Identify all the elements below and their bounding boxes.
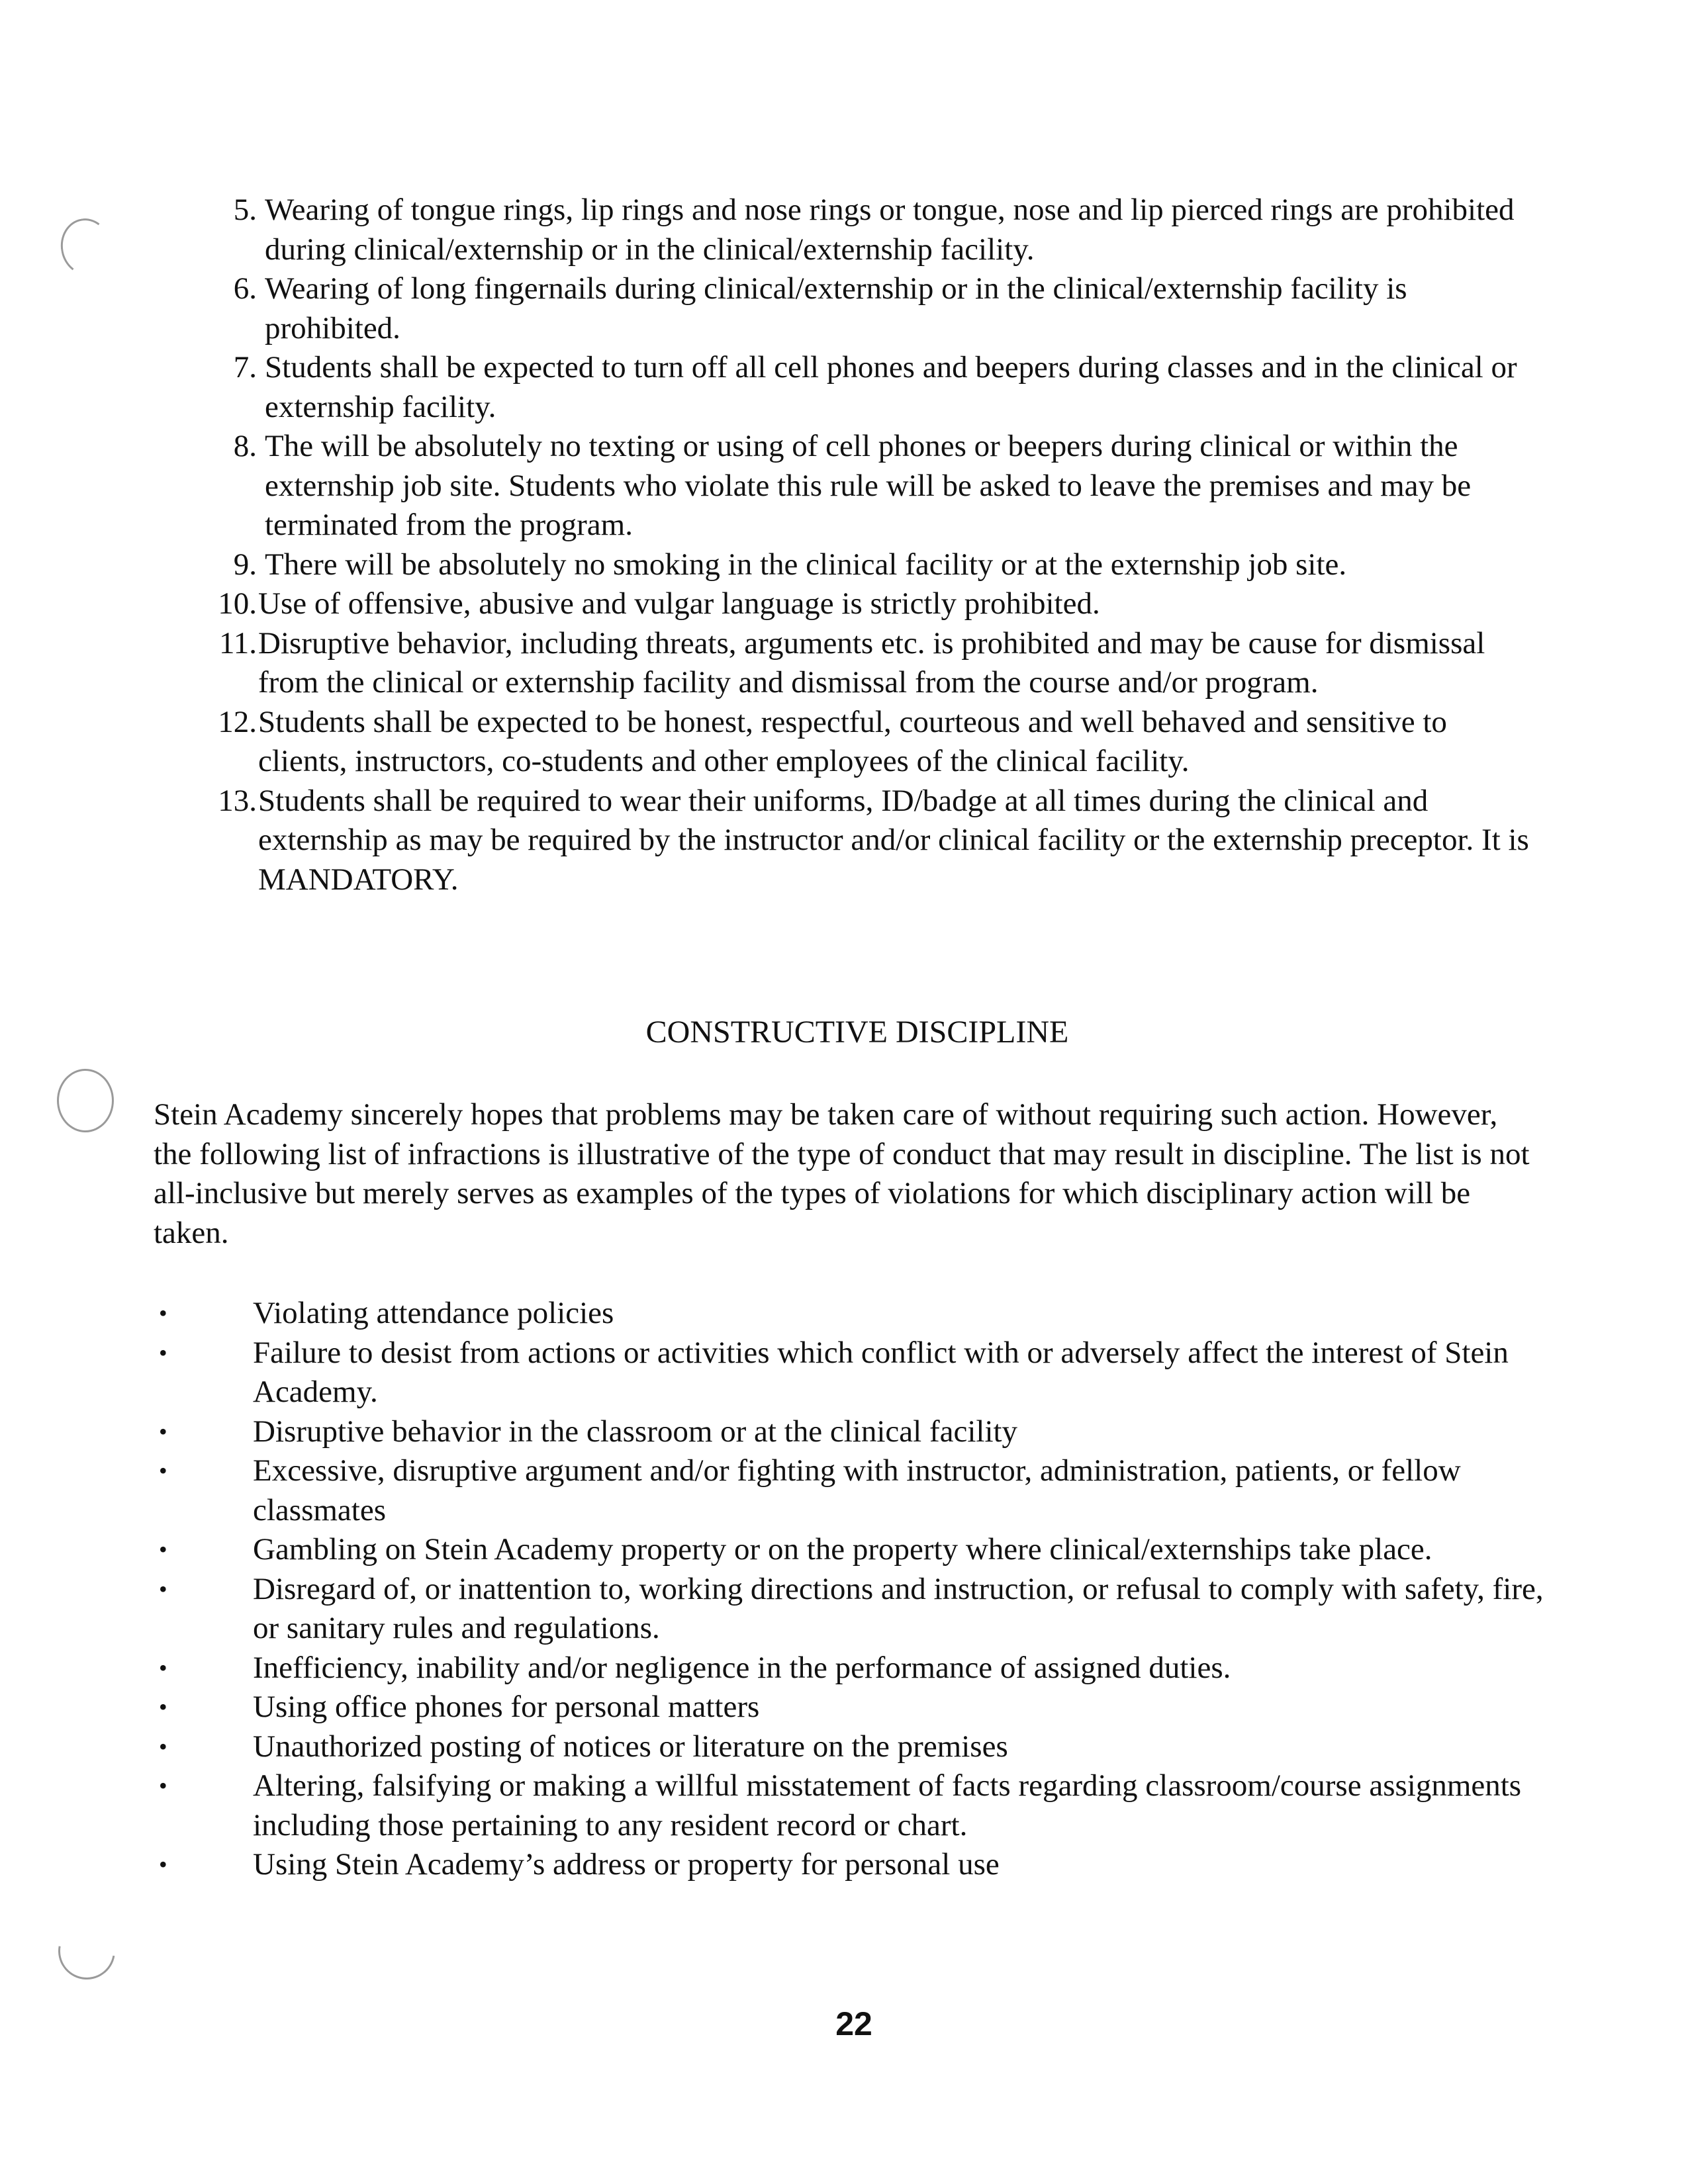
item-text: Disruptive behavior in the classroom or at the clinical facility [253, 1414, 1018, 1449]
item-text: Use of offensive, abusive and vulgar language is strictly prohibited. [258, 586, 1100, 621]
list-item [199, 584, 1542, 624]
list-item [154, 1530, 1544, 1570]
list-item [199, 624, 1542, 703]
item-text: Wearing of long fingernails during clinical/externship or in the clinical/externship facility is prohibited. [265, 271, 1407, 345]
binder-hole-mark [56, 214, 116, 279]
list-item [154, 1649, 1544, 1688]
bullet-icon: • [159, 1694, 167, 1720]
item-text: Disruptive behavior, including threats, arguments etc. is prohibited and may be cause for dismissal from the clinical or externship facility and dismissal from the course and/or program. [258, 625, 1485, 700]
bullet-icon: • [159, 1300, 167, 1326]
list-item [199, 545, 1542, 585]
item-text: Inefficiency, inability and/or negligence in the performance of assigned duties. [253, 1650, 1231, 1685]
bullet-icon: • [159, 1457, 167, 1484]
item-text: Violating attendance policies [253, 1296, 614, 1330]
list-item [154, 1688, 1544, 1727]
list-item [199, 427, 1542, 545]
item-text: Wearing of tongue rings, lip rings and nose rings or tongue, nose and lip pierced rings are prohibited during clinical/externship or in the clinical/externship facility. [265, 193, 1515, 267]
item-text: There will be absolutely no smoking in the clinical facility or at the externship job site. [265, 547, 1347, 582]
list-item [199, 703, 1542, 782]
item-number: 6. [233, 271, 257, 306]
numbered-rules-list [199, 191, 1542, 899]
list-item [154, 1766, 1544, 1845]
binder-hole-mark [57, 1069, 114, 1132]
list-item [154, 1570, 1544, 1649]
list-item [199, 191, 1542, 269]
list-item [154, 1412, 1544, 1452]
bullet-icon: • [159, 1418, 167, 1445]
item-number: 12. [218, 704, 257, 739]
item-text: The will be absolutely no texting or using of cell phones or beepers during clinical or within the externship job site. Students who violate this rule will be asked to leave the premises and may be terminated from the program. [265, 429, 1472, 542]
bullet-icon: • [159, 1575, 167, 1602]
item-number: 11. [218, 625, 257, 660]
binder-hole-mark [47, 1911, 126, 1991]
item-text: Failure to desist from actions or activities which conflict with or adversely affect the interest of Stein Academy. [253, 1335, 1509, 1409]
item-number: 9. [233, 547, 257, 582]
item-text: Disregard of, or inattention to, working directions and instruction, or refusal to comply with safety, fire, or sanitary rules and regulations. [253, 1571, 1544, 1645]
bullet-icon: • [159, 1536, 167, 1563]
item-text: Altering, falsifying or making a willful misstatement of facts regarding classroom/course assignments including those pertaining to any resident record or chart. [253, 1768, 1522, 1843]
item-text: Excessive, disruptive argument and/or fighting with instructor, administration, patients, or fellow classmates [253, 1453, 1461, 1527]
bullet-icon: • [159, 1654, 167, 1681]
list-item [154, 1294, 1544, 1334]
item-number: 8. [233, 429, 257, 463]
bullet-icon: • [159, 1772, 167, 1799]
item-text: Using Stein Academy’s address or property for personal use [253, 1847, 1000, 1882]
item-text: Gambling on Stein Academy property or on the property where clinical/externships take place. [253, 1532, 1432, 1567]
list-item [154, 1451, 1544, 1530]
infractions-list [154, 1294, 1544, 1885]
section-heading: CONSTRUCTIVE DISCIPLINE [645, 1015, 1069, 1050]
list-item [154, 1334, 1544, 1412]
item-text: Using office phones for personal matters [253, 1690, 760, 1724]
list-item [154, 1845, 1544, 1885]
item-number: 10. [218, 586, 257, 621]
item-number: 5. [233, 193, 257, 227]
bullet-icon: • [159, 1733, 167, 1760]
item-text: Students shall be expected to be honest, respectful, courteous and well behaved and sensitive to clients, instructors, co-students and other employees of the clinical facility. [258, 704, 1447, 778]
list-item [199, 269, 1542, 348]
item-text: Unauthorized posting of notices or literature on the premises [253, 1729, 1008, 1764]
page-number: 22 [835, 2005, 872, 2042]
bullet-icon: • [159, 1851, 167, 1878]
intro-paragraph: Stein Academy sincerely hopes that problems may be taken care of without requiring such action. However, the following list of infractions is illustrative of the type of conduct that may result in discipline. The list is not all-inclusive but merely serves as examples of the types of violations for which disciplinary action will be taken. [154, 1097, 1530, 1250]
list-item [199, 782, 1542, 900]
bullet-icon: • [159, 1339, 167, 1366]
item-text: Students shall be expected to turn off all cell phones and beepers during classes and in the clinical or externship facility. [265, 350, 1517, 424]
item-text: Students shall be required to wear their uniforms, ID/badge at all times during the clinical and externship as may be required by the instructor and/or clinical facility or the externship preceptor. It is MANDATORY. [258, 783, 1529, 897]
item-number: 7. [233, 350, 257, 385]
list-item [154, 1727, 1544, 1767]
item-number: 13. [218, 783, 257, 818]
list-item [199, 348, 1542, 427]
